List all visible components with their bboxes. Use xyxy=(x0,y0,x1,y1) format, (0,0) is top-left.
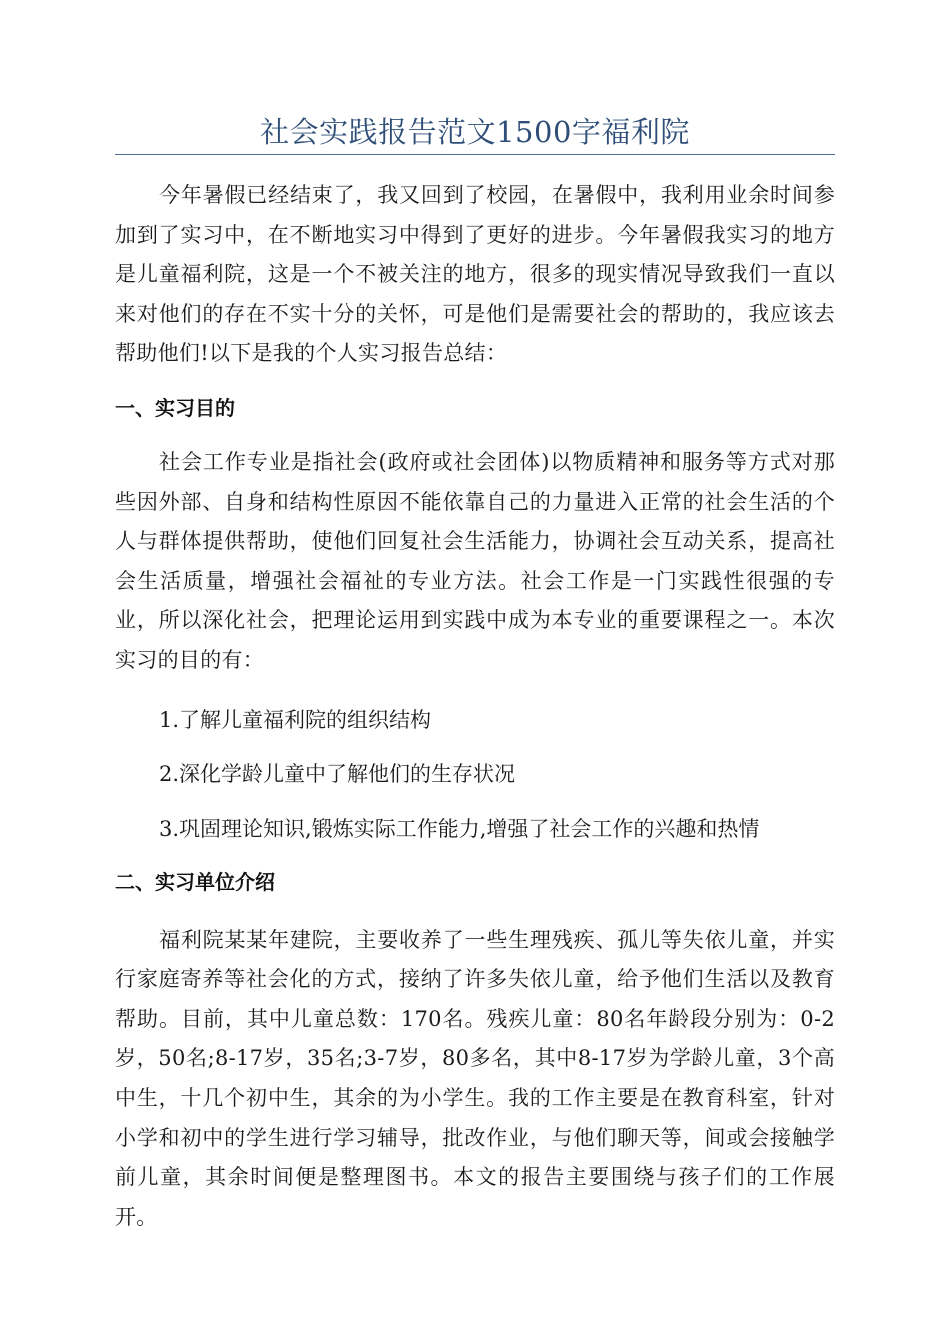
section-heading-purpose: 一、实习目的 xyxy=(115,395,235,420)
document-title: 社会实践报告范文1500字福利院 xyxy=(260,115,690,149)
intro-paragraph: 今年暑假已经结束了，我又回到了校园，在暑假中，我利用业余时间参加到了实习中，在不断地实习中得到了更好的进步。今年暑假我实习的地方是儿童福利院，这是一个不被关注的地方，很多的现实情况导致我们一直以来对他们的存在不实十分的关怀，可是他们是需要社会的帮助的，我应该去帮助他们!以下是我的个人实习报告总结： xyxy=(115,183,835,366)
purpose-list-item: 1.了解儿童福利院的组织结构 xyxy=(159,707,432,732)
purpose-list-item: 2.深化学龄儿童中了解他们的生存状况 xyxy=(159,761,516,786)
purpose-list-item: 3.巩固理论知识,锻炼实际工作能力,增强了社会工作的兴趣和热情 xyxy=(159,816,760,841)
document-body xyxy=(115,176,835,1237)
unit-paragraph: 福利院某某年建院，主要收养了一些生理残疾、孤儿等失依儿童，并实行家庭寄养等社会化的方式，接纳了许多失依儿童，给予他们生活以及教育帮助。目前，其中儿童总数：170名。残疾儿童：80名年龄段分别为：0-2岁，50名;8-17岁，35名;3-7岁，80多名，其中8-17岁为学龄儿童，3个高中生，十几个初中生，其余的为小学生。我的工作主要是在教育科室，针对小学和初中的学生进行学习辅导，批改作业，与他们聊天等，间或会接触学前儿童，其余时间便是整理图书。本文的报告主要围绕与孩子们的工作展开。 xyxy=(115,927,835,1229)
section-heading-unit: 二、实习单位介绍 xyxy=(115,869,275,894)
title-underline xyxy=(115,154,835,155)
purpose-paragraph: 社会工作专业是指社会(政府或社会团体)以物质精神和服务等方式对那些因外部、自身和结构性原因不能依靠自己的力量进入正常的社会生活的个人与群体提供帮助，使他们回复社会生活能力，协调社会互动关系，提高社会生活质量，增强社会福祉的专业方法。社会工作是一门实践性很强的专业，所以深化社会，把理论运用到实践中成为本专业的重要课程之一。本次实习的目的有： xyxy=(115,449,835,672)
